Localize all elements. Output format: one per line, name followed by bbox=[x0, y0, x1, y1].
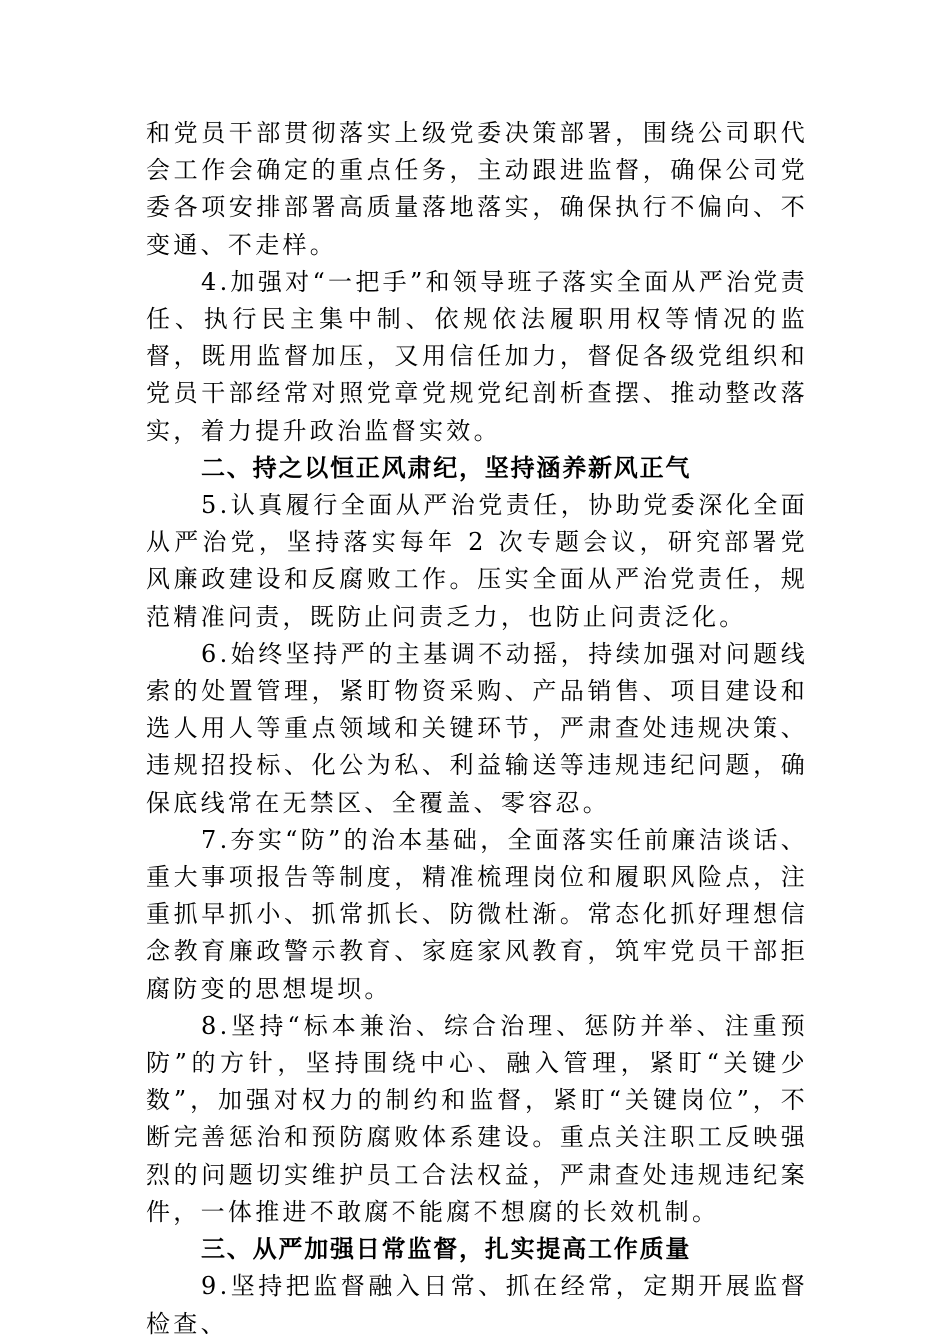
body-paragraph: 6.始终坚持严的主基调不动摇，持续加强对问题线索的处置管理，紧盯物资采购、产品销售、项目建设和选人用人等重点领域和关键环节，严肃查处违规决策、违规招投标、化公为私、利益输送等违规违纪问题，确保底线常在无禁区、全覆盖、零容忍。 bbox=[146, 639, 808, 817]
body-paragraph: 7.夯实“防”的治本基础，全面落实任前廉洁谈话、重大事项报告等制度，精准梳理岗位和履职风险点，注重抓早抓小、抓常抓长、防微杜渐。常态化抓好理想信念教育廉政警示教育、家庭家风教育，筑牢党员干部拒腐防变的思想堤坝。 bbox=[146, 825, 808, 1003]
body-paragraph: 9.坚持把监督融入日常、抓在经常，定期开展监督检查、 bbox=[146, 1272, 808, 1338]
document-body bbox=[146, 115, 808, 1343]
body-paragraph: 8.坚持“标本兼治、综合治理、惩防并举、注重预防”的方针，坚持围绕中心、融入管理，紧盯“关键少数”，加强对权力的制约和监督，紧盯“关键岗位”，不断完善惩治和预防腐败体系建设。重点关注职工反映强烈的问题切实维护员工合法权益，严肃查处违规违纪案件，一体推进不敢腐不能腐不想腐的长效机制。 bbox=[146, 1011, 808, 1226]
section-heading: 三、从严加强日常监督，扎实提高工作质量 bbox=[201, 1235, 692, 1264]
section-heading: 二、持之以恒正风肃纪，坚持涵养新风正气 bbox=[201, 453, 692, 482]
body-paragraph: 和党员干部贯彻落实上级党委决策部署，围绕公司职代会工作会确定的重点任务，主动跟进监督，确保公司党委各项安排部署高质量落地落实，确保执行不偏向、不变通、不走样。 bbox=[146, 119, 808, 259]
body-paragraph: 5.认真履行全面从严治党责任，协助党委深化全面从严治党，坚持落实每年 2 次专题会议，研究部署党风廉政建设和反腐败工作。压实全面从严治党责任，规范精准问责，既防止问责乏力，也防止问责泛化。 bbox=[146, 491, 808, 631]
body-paragraph: 4.加强对“一把手”和领导班子落实全面从严治党责任、执行民主集中制、依规依法履职用权等情况的监督，既用监督加压，又用信任加力，督促各级党组织和党员干部经常对照党章党规党纪剖析查摆、推动整改落实，着力提升政治监督实效。 bbox=[146, 267, 808, 445]
